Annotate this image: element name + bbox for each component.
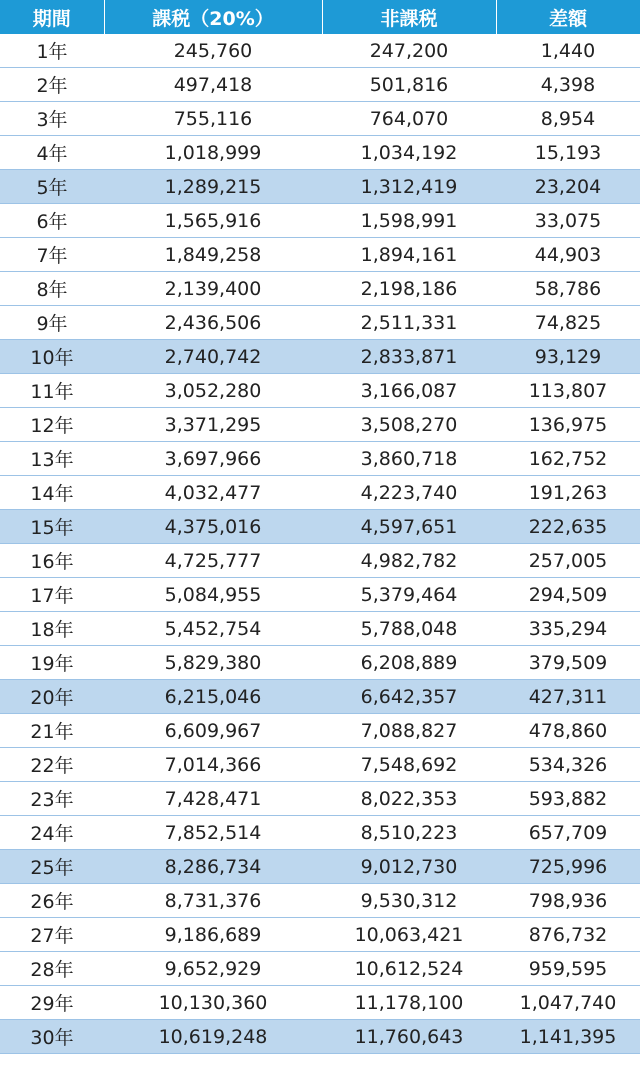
table-row [0,646,640,680]
cell-taxed: 245,760 [104,34,322,68]
cell-tax-free: 3,166,087 [322,374,496,408]
cell-taxed: 4,725,777 [104,544,322,578]
table-body [0,34,640,1054]
cell-period: 16年 [0,544,104,578]
cell-period: 12年 [0,408,104,442]
cell-difference: 478,860 [496,714,640,748]
cell-period: 28年 [0,952,104,986]
cell-taxed: 4,032,477 [104,476,322,510]
cell-tax-free: 1,598,991 [322,204,496,238]
table-row [0,238,640,272]
cell-period: 21年 [0,714,104,748]
table-row [0,408,640,442]
cell-tax-free: 9,012,730 [322,850,496,884]
table-row [0,306,640,340]
cell-difference: 1,141,395 [496,1020,640,1054]
cell-taxed: 1,565,916 [104,204,322,238]
cell-tax-free: 2,511,331 [322,306,496,340]
cell-difference: 335,294 [496,612,640,646]
cell-difference: 222,635 [496,510,640,544]
cell-period: 20年 [0,680,104,714]
cell-taxed: 9,186,689 [104,918,322,952]
table-row [0,782,640,816]
table-row [0,272,640,306]
cell-taxed: 3,052,280 [104,374,322,408]
cell-difference: 534,326 [496,748,640,782]
table-row [0,578,640,612]
table-row [0,884,640,918]
cell-tax-free: 7,088,827 [322,714,496,748]
table-row [0,34,640,68]
cell-taxed: 8,731,376 [104,884,322,918]
cell-difference: 427,311 [496,680,640,714]
cell-period: 15年 [0,510,104,544]
cell-tax-free: 2,833,871 [322,340,496,374]
cell-period: 29年 [0,986,104,1020]
header-difference: 差額 [496,0,640,34]
cell-period: 9年 [0,306,104,340]
table-row [0,918,640,952]
cell-difference: 113,807 [496,374,640,408]
cell-taxed: 497,418 [104,68,322,102]
table-row [0,374,640,408]
table-row [0,850,640,884]
cell-taxed: 5,829,380 [104,646,322,680]
cell-tax-free: 247,200 [322,34,496,68]
table-row [0,986,640,1020]
table-row [0,510,640,544]
table-row [0,204,640,238]
cell-difference: 725,996 [496,850,640,884]
cell-difference: 876,732 [496,918,640,952]
cell-difference: 136,975 [496,408,640,442]
cell-period: 8年 [0,272,104,306]
cell-difference: 294,509 [496,578,640,612]
table-row [0,816,640,850]
cell-tax-free: 1,894,161 [322,238,496,272]
cell-taxed: 2,139,400 [104,272,322,306]
table-row [0,1020,640,1054]
cell-tax-free: 11,178,100 [322,986,496,1020]
table-row [0,748,640,782]
cell-difference: 162,752 [496,442,640,476]
cell-period: 22年 [0,748,104,782]
cell-period: 3年 [0,102,104,136]
table-row [0,170,640,204]
cell-taxed: 10,130,360 [104,986,322,1020]
table-row [0,544,640,578]
cell-period: 23年 [0,782,104,816]
header-row [0,0,640,34]
cell-taxed: 1,289,215 [104,170,322,204]
cell-tax-free: 3,860,718 [322,442,496,476]
cell-tax-free: 8,022,353 [322,782,496,816]
cell-taxed: 1,849,258 [104,238,322,272]
cell-period: 2年 [0,68,104,102]
cell-taxed: 2,436,506 [104,306,322,340]
cell-difference: 33,075 [496,204,640,238]
cell-tax-free: 501,816 [322,68,496,102]
cell-taxed: 8,286,734 [104,850,322,884]
cell-taxed: 1,018,999 [104,136,322,170]
table-row [0,442,640,476]
cell-period: 26年 [0,884,104,918]
cell-period: 6年 [0,204,104,238]
table-row [0,952,640,986]
cell-period: 25年 [0,850,104,884]
cell-difference: 4,398 [496,68,640,102]
cell-difference: 44,903 [496,238,640,272]
cell-taxed: 3,697,966 [104,442,322,476]
header-period: 期間 [0,0,104,34]
cell-period: 14年 [0,476,104,510]
cell-period: 1年 [0,34,104,68]
cell-period: 30年 [0,1020,104,1054]
cell-taxed: 3,371,295 [104,408,322,442]
cell-period: 27年 [0,918,104,952]
cell-period: 4年 [0,136,104,170]
cell-tax-free: 6,642,357 [322,680,496,714]
table-row [0,136,640,170]
cell-tax-free: 4,223,740 [322,476,496,510]
cell-difference: 593,882 [496,782,640,816]
cell-taxed: 7,014,366 [104,748,322,782]
cell-tax-free: 10,612,524 [322,952,496,986]
cell-tax-free: 2,198,186 [322,272,496,306]
cell-tax-free: 11,760,643 [322,1020,496,1054]
cell-difference: 257,005 [496,544,640,578]
cell-difference: 93,129 [496,340,640,374]
cell-tax-free: 9,530,312 [322,884,496,918]
cell-tax-free: 7,548,692 [322,748,496,782]
cell-tax-free: 5,788,048 [322,612,496,646]
cell-taxed: 5,452,754 [104,612,322,646]
table-row [0,476,640,510]
cell-tax-free: 3,508,270 [322,408,496,442]
cell-difference: 58,786 [496,272,640,306]
cell-difference: 1,440 [496,34,640,68]
header-tax-free: 非課税 [322,0,496,34]
cell-difference: 191,263 [496,476,640,510]
cell-difference: 23,204 [496,170,640,204]
table-row [0,714,640,748]
cell-period: 13年 [0,442,104,476]
cell-period: 7年 [0,238,104,272]
cell-period: 11年 [0,374,104,408]
cell-taxed: 9,652,929 [104,952,322,986]
cell-taxed: 5,084,955 [104,578,322,612]
cell-tax-free: 764,070 [322,102,496,136]
cell-period: 18年 [0,612,104,646]
cell-difference: 379,509 [496,646,640,680]
cell-period: 24年 [0,816,104,850]
cell-tax-free: 4,597,651 [322,510,496,544]
table-row [0,612,640,646]
cell-taxed: 10,619,248 [104,1020,322,1054]
cell-tax-free: 10,063,421 [322,918,496,952]
cell-tax-free: 8,510,223 [322,816,496,850]
cell-tax-free: 4,982,782 [322,544,496,578]
table-row [0,68,640,102]
table-row [0,680,640,714]
cell-taxed: 6,215,046 [104,680,322,714]
cell-period: 5年 [0,170,104,204]
cell-taxed: 4,375,016 [104,510,322,544]
cell-taxed: 7,852,514 [104,816,322,850]
cell-taxed: 7,428,471 [104,782,322,816]
cell-difference: 8,954 [496,102,640,136]
cell-period: 19年 [0,646,104,680]
cell-difference: 15,193 [496,136,640,170]
cell-difference: 959,595 [496,952,640,986]
cell-tax-free: 1,312,419 [322,170,496,204]
cell-tax-free: 6,208,889 [322,646,496,680]
cell-taxed: 2,740,742 [104,340,322,374]
cell-taxed: 6,609,967 [104,714,322,748]
cell-period: 10年 [0,340,104,374]
cell-difference: 1,047,740 [496,986,640,1020]
cell-taxed: 755,116 [104,102,322,136]
cell-difference: 798,936 [496,884,640,918]
cell-tax-free: 1,034,192 [322,136,496,170]
cell-tax-free: 5,379,464 [322,578,496,612]
table-row [0,102,640,136]
cell-difference: 657,709 [496,816,640,850]
table-header [0,0,640,34]
cell-period: 17年 [0,578,104,612]
table-row [0,340,640,374]
cell-difference: 74,825 [496,306,640,340]
header-taxed: 課税（20%） [104,0,322,34]
